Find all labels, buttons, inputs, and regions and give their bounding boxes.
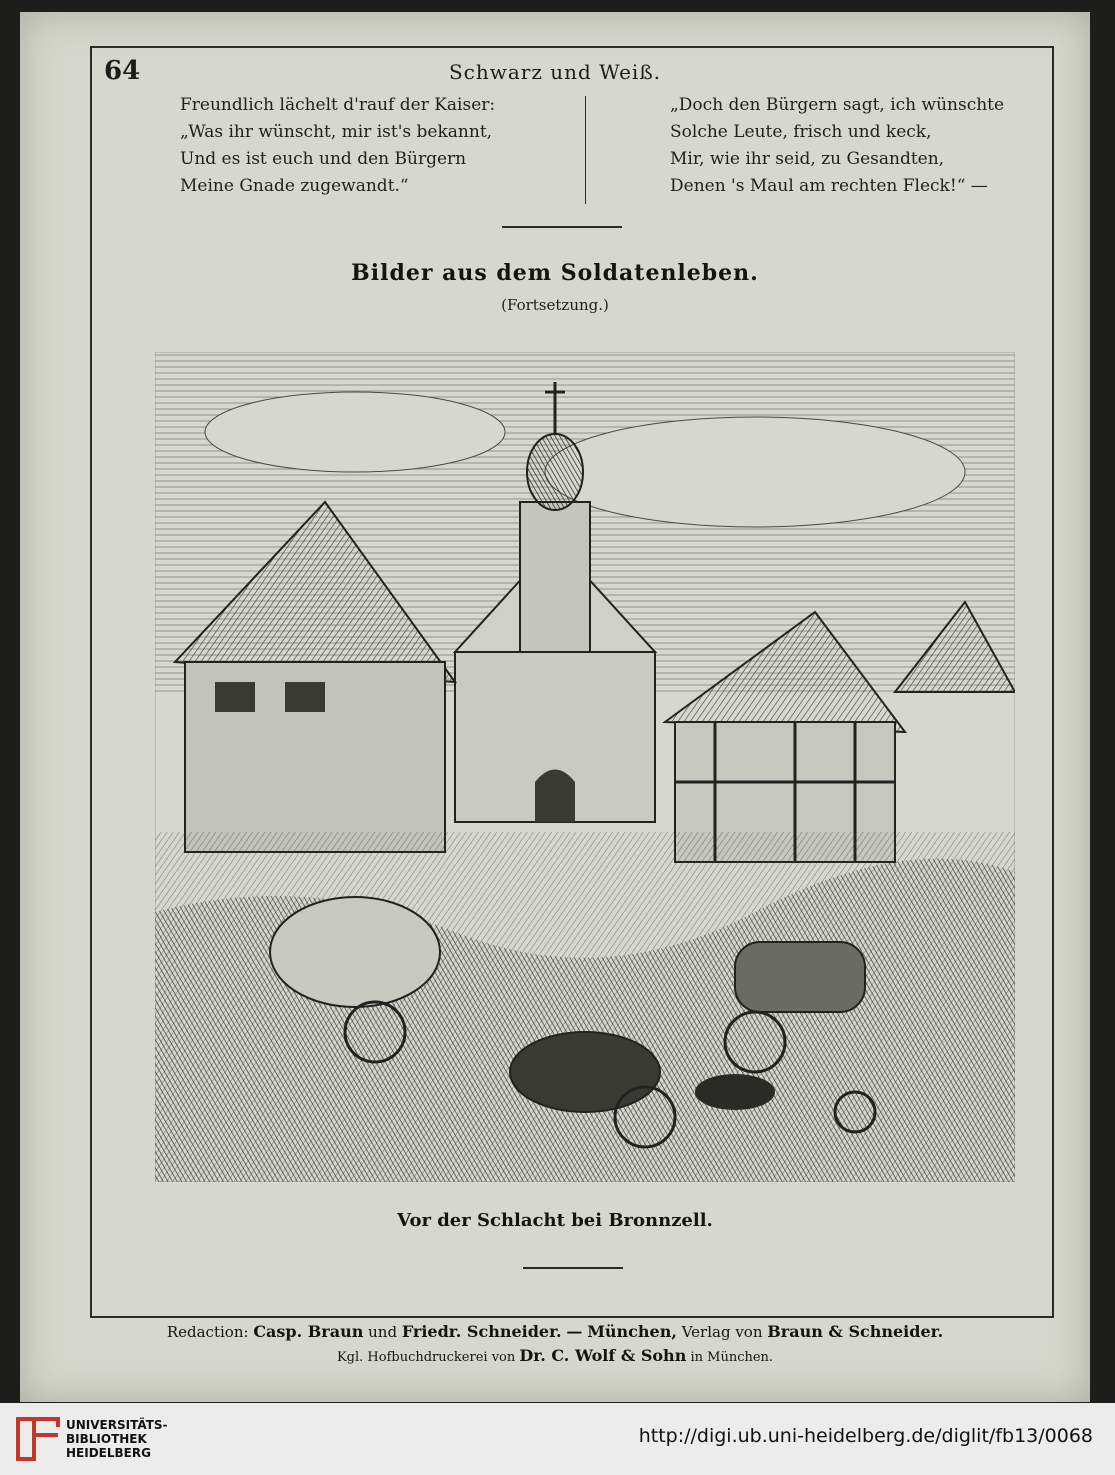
imprint-verlag: Verlag von: [681, 1323, 763, 1341]
page-number: 64: [104, 56, 141, 86]
imprint-city: München,: [587, 1322, 677, 1341]
imprint-line-2: [20, 1346, 1090, 1365]
imprint-line-1: [20, 1322, 1090, 1341]
dog: [695, 1074, 775, 1110]
cloud: [205, 392, 505, 472]
library-name[interactable]: [66, 1418, 168, 1460]
verse-line: Und es ist euch und den Bürgern: [180, 149, 467, 169]
library-name-line: BIBLIOTHEK: [66, 1432, 147, 1446]
scanned-page: [20, 12, 1090, 1402]
imprint-editor-1: Casp. Braun: [253, 1322, 364, 1341]
section-subtitle: (Fortsetzung.): [501, 296, 609, 314]
imprint-editor-2: Friedr. Schneider.: [401, 1322, 562, 1341]
viewer-footer: [0, 1403, 1115, 1475]
imprint-and: und: [368, 1323, 398, 1341]
imprint-printer-suffix: in München.: [690, 1350, 774, 1365]
verse-line: Freundlich lächelt d'rauf der Kaiser:: [180, 95, 496, 115]
verse-line: Mir, wie ihr seid, zu Gesandten,: [670, 149, 945, 169]
engraving-illustration: [155, 352, 1015, 1182]
university-library-logo-icon[interactable]: [14, 1415, 62, 1463]
imprint-prefix: Redaction:: [166, 1323, 249, 1341]
verse-line: Denen 's Maul am rechten Fleck!“ —: [670, 176, 988, 196]
library-name-line: UNIVERSITÄTS-: [66, 1418, 168, 1432]
verse-line: Meine Gnade zugewandt.“: [180, 176, 409, 196]
imprint-dash: —: [566, 1322, 583, 1341]
cloud: [545, 417, 965, 527]
verse-line: „Was ihr wünscht, mir ist's bekannt,: [180, 122, 493, 142]
illustration-caption: Vor der Schlacht bei Bronnzell.: [397, 1210, 713, 1231]
imprint-printer-prefix: Kgl. Hofbuchdruckerei von: [336, 1350, 516, 1365]
verse-line: Solche Leute, frisch und keck,: [670, 122, 932, 142]
permalink-url[interactable]: http://digi.ub.uni-heidelberg.de/diglit/fb13/0068: [638, 1425, 1093, 1447]
running-head: Schwarz und Weiß.: [448, 60, 662, 84]
window: [215, 682, 255, 712]
church-door: [535, 770, 575, 823]
library-name-line: HEIDELBERG: [66, 1446, 151, 1460]
imprint-printer: Dr. C. Wolf & Sohn: [519, 1346, 687, 1365]
supply-cart: [735, 942, 865, 1012]
column-divider: [585, 96, 586, 204]
window: [285, 682, 325, 712]
imprint-publisher: Braun & Schneider.: [767, 1322, 944, 1341]
covered-wagon: [270, 897, 440, 1007]
verse-left-column: [180, 92, 495, 200]
verse-line: „Doch den Bürgern sagt, ich wünschte: [670, 95, 1005, 115]
handcart: [510, 1032, 660, 1112]
section-title: Bilder aus dem Soldatenleben.: [351, 260, 759, 286]
logo-stroke: [18, 1419, 34, 1459]
section-rule: [502, 226, 622, 228]
verse-right-column: [670, 92, 1004, 200]
caption-rule: [523, 1267, 623, 1269]
church-onion-dome: [527, 434, 583, 510]
church-tower: [520, 502, 590, 652]
